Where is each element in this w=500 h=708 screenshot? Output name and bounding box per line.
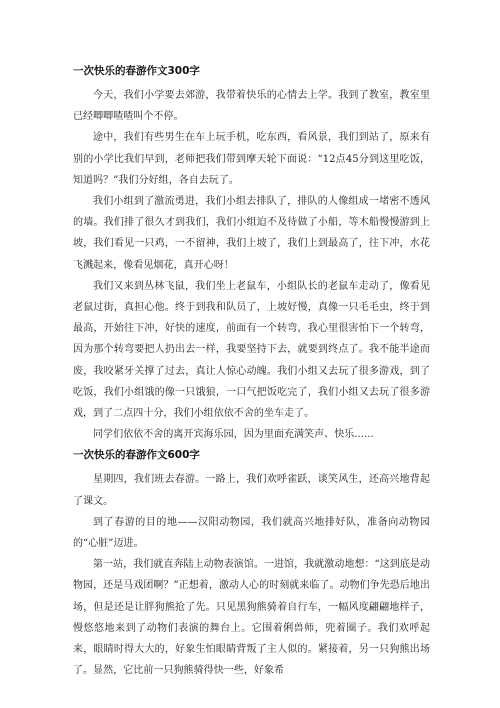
paragraph: 同学们依依不舍的离开宾海乐园，因为里面充满笑声、快乐...... (93, 429, 374, 441)
paragraph: 到了春游的目的地——汉阳动物园，我们就高兴地排好队，准备向动物园的“心脏”迈进。 (73, 516, 430, 550)
paragraph: 第一站，我们就直奔陆上动物表演馆。一进馆，我就激动地想：“这到底是动物园，还是马戏团啊？”正想着，激动人心的时刻就来临了。动物们争先恐后地出场，但是还是让胖狗熊抢了先。只见黑狗熊骑着自行车，一幅风度翩翩地样子，慢悠悠地来到了动物们表演的舞台上。它围着俐兽师，兜着圈子。我们欢呼起来，眼睛时得大大的，好象生怕眼睛背叛了主人似的。紧接着，另一只狗熊出场了。显然，它比前一只狗熊骑得快一些，好象希 (73, 559, 430, 677)
paragraph: 星期四，我们班去春游。一路上，我们欢呼雀跃，谈笑风生，还高兴地背起了课文。 (73, 474, 430, 507)
paragraph: 途中，我们有些男生在车上玩手机，吃东西，看风景，我们到站了，原来有别的小学比我们早到，老师把我们带到摩天轮下面说：“12点45分到这里吃饭，知道吗？”我们分好组，各自去玩了。 (73, 132, 430, 186)
essay-title-1: 一次快乐的春游作文300字 (73, 65, 200, 77)
paragraph: 今天，我们小学要去郊游，我带着快乐的心情去上学。我到了教室，教室里已经唧唧喳喳叫个不停。 (73, 90, 430, 123)
document-body (73, 61, 430, 681)
essay-title-2: 一次快乐的春游作文600字 (73, 449, 200, 462)
paragraph: 我们小组到了激流勇进，我们小组去排队了，排队的人像组成一堵密不透风的墙。我们排了很久才到我们，我们小组迫不及待做了小船，等木船慢慢游到上坡，我们看见一只鸡，一不留神，我们上坡了，我们上到最高了，往下冲，水花飞溅起来，像看见烟花，真开心呀！ (73, 196, 430, 271)
paragraph: 我们又来到丛林飞鼠，我们坐上老鼠车，小组队长的老鼠车走动了，像看见老鼠过街，真担心他。终于到我和队员了，上坡好慢，真像一只毛毛虫，终于到最高，开始往下冲，好快的速度，前面有一个转弯，我心里很害怕下一个转弯，因为那个转弯要把人扔出去一样，我要坚持下去，就要到终点了。我不能半途而废，我咬紧牙关撑了过去，真让人惊心动魄。我们小组又去玩了很多游戏，到了吃饭，我们小组饿的像一只饿狼，一口气把饭吃完了，我们小组又去玩了很多游戏，到了二点四十分，我们小组依依不舍的坐车走了。 (73, 280, 430, 420)
